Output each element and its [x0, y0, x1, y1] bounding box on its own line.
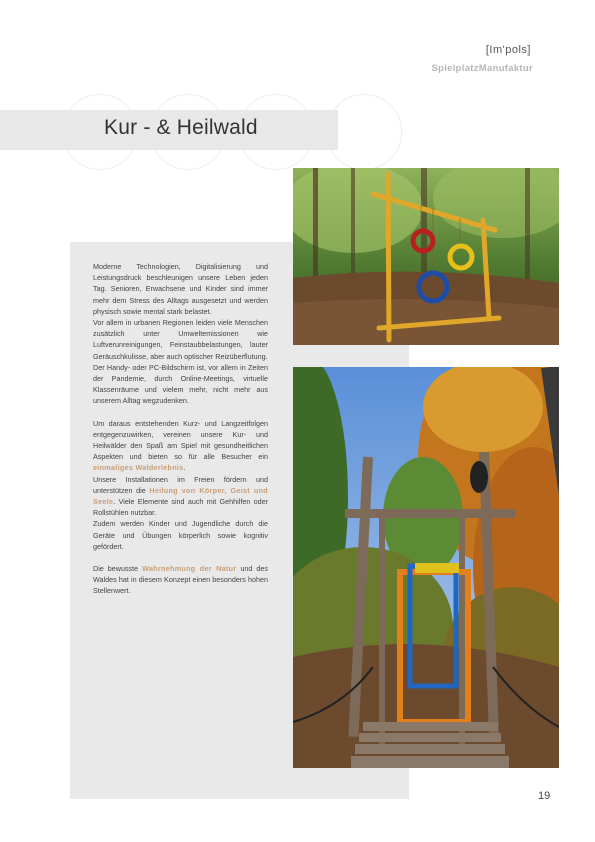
photo-ring-frame [293, 168, 559, 345]
body-text [93, 261, 268, 597]
page-number: 19 [538, 790, 551, 802]
paragraph: Unsere Installationen im Freien fördern und unterstützen die Heilung von Körper, Geist und Seele. Viele Elemente sind auch mit Gehhilfen oder Rollstühlen nutzbar. [93, 474, 268, 518]
paragraph: Die bewusste Wahrnehmung der Natur und des Waldes hat in diesem Konzept einen besonders hohen Stellenwert. [93, 564, 269, 596]
brand-name: [Im'pols] [485, 44, 531, 56]
highlight-text: einmaliges Walderlebnis [93, 463, 184, 473]
highlight-text: Heilung von Körper, Geist und Seele [93, 485, 268, 507]
paragraph: Zudem werden Kinder und Jugendliche durch die Geräte und Übungen körperlich sowie kognitiv gefördert. [93, 519, 268, 551]
paragraph: Vor allem in urbanen Regionen leiden viele Menschen zusätzlich unter Umweltemissionen wie Luftverunreinigungen, Feinstaubbelastungen, lauter Geräuschkulisse, aber auch optischer Reizüberflutung. [93, 318, 268, 361]
brand-subtitle: SpielplatzManufaktur [431, 63, 533, 74]
highlight-text: Wahrnehmung der Natur [142, 564, 237, 574]
paragraph: Um daraus entstehenden Kurz- und Langzeitfolgen entgegenzuwirken, vereinen unsere Kur- und Heilwälder den Spaß am Spiel mit gesundheitlichen Aspekten und bieten so für alle Besucher ein einmaliges Walderlebnis. [93, 418, 268, 473]
paragraph: Moderne Technologien, Digitalisierung und Leistungsdruck beschleunigen unsere Leben jeden Tag. Senioren, Erwachsene und Kinder sind immer mehr dem Stress des Alltags ausgesetzt und werden physisch sowie mental stark belastet. [93, 262, 268, 316]
page-title: Kur - & Heilwald [104, 116, 258, 139]
paragraph: Der Handy- oder PC-Bildschirm ist, vor allem in Zeiten der Pandemie, durch Online-Meetings, virtuelle Klassenräume und vielem mehr, nicht mehr aus unserem Alltag wegzudenken. [93, 362, 268, 406]
photo-wooden-walkway [293, 367, 559, 768]
